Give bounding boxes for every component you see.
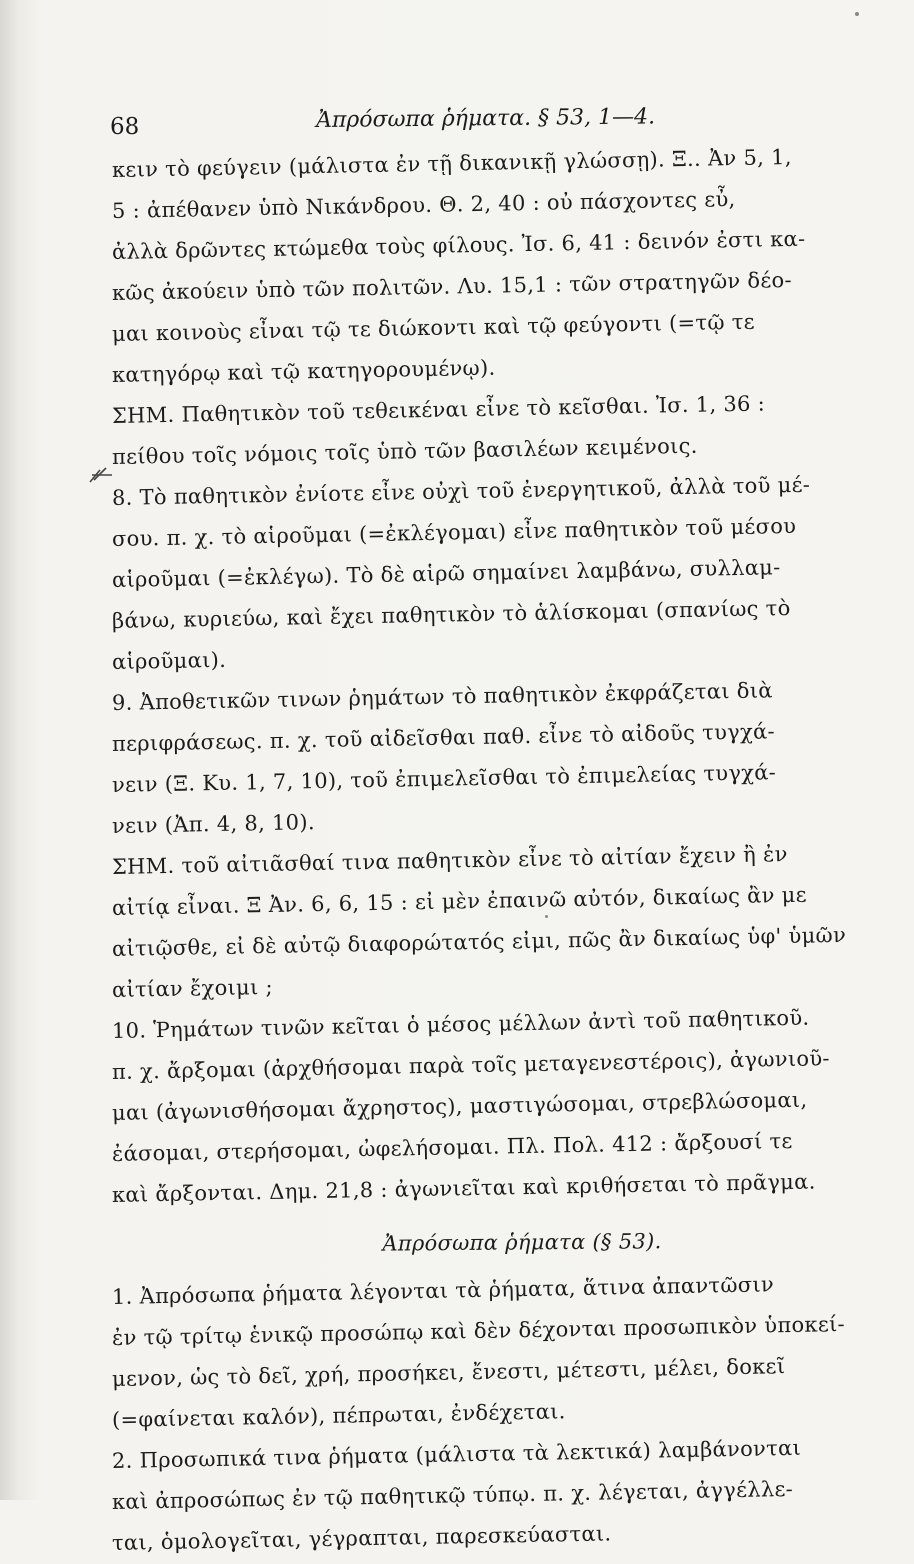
- text-line: ται, ὁμολογεῖται, γέγραπται, παρεσκεύασται.: [111, 1521, 612, 1555]
- text-line: ἐάσομαι, στερήσομαι, ὠφελήσομαι. Πλ. Πολ. 412 : ἄρξουσί τε: [111, 1128, 793, 1166]
- ink-mark: [88, 466, 114, 486]
- text-line: 9. Ἀποθετικῶν τινων ῥημάτων τὸ παθητικὸν ἐκφράζεται διὰ: [111, 678, 773, 715]
- text-line: 8. Τὸ παθητικὸν ἐνίοτε εἶνε οὐχὶ τοῦ ἐνεργητικοῦ, ἀλλὰ τοῦ μέ-: [111, 472, 811, 510]
- text-line: μενον, ὡς τὸ δεῖ, χρή, προσήκει, ἔνεστι, μέτεστι, μέλει, δοκεῖ: [111, 1354, 786, 1391]
- text-line: (=φαίνεται καλόν), πέπρωται, ἐνδέχεται.: [111, 1399, 566, 1432]
- section-title: Ἀπρόσωπα ῥήματα (§ 53).: [382, 1229, 662, 1256]
- text-line: αἱροῦμαι).: [111, 647, 227, 674]
- text-line: 2. Προσωπικά τινα ῥήματα (μάλιστα τὰ λεκτικά) λαμβάνονται: [111, 1435, 802, 1473]
- text-line: 10. Ῥημάτων τινῶν κεῖται ὁ μέσος μέλλων ἀντὶ τοῦ παθητικοῦ.: [111, 1005, 810, 1043]
- text-line: 1. Ἀπρόσωπα ῥήματα λέγονται τὰ ῥήματα, ἅτινα ἀπαντῶσιν: [111, 1272, 775, 1309]
- page-body: [111, 144, 872, 1564]
- text-line: ΣΗΜ. Παθητικὸν τοῦ τεθεικέναι εἶνε τὸ κεῖσθαι. Ἰσ. 1, 36 :: [111, 391, 766, 428]
- speck: [855, 12, 859, 16]
- text-line: αἰτιῷσθε, εἰ δὲ αὐτῷ διαφορώτατός εἰμι, πῶς ἂν δικαίως ὑφ' ὑμῶν: [111, 922, 847, 961]
- text-line: μαι (ἀγωνισθήσομαι ἄχρηστος), μαστιγώσομαι, στρεβλώσομαι,: [111, 1087, 808, 1125]
- text-line: 5 : ἀπέθανεν ὑπὸ Νικάνδρου. Θ. 2, 40 : οὐ πάσχοντες εὖ,: [111, 187, 736, 223]
- text-line: καὶ ἄρξονται. Δημ. 21,8 : ἀγωνιεῖται καὶ κριθήσεται τὸ πρᾶγμα.: [111, 1169, 816, 1207]
- text-line: μαι κοινοὺς εἶναι τῷ τε διώκοντι καὶ τῷ φεύγοντι (=τῷ τε: [111, 309, 756, 346]
- text-line: πείθου τοῖς νόμοις τοῖς ὑπὸ τῶν βασιλέων κειμένοις.: [111, 433, 698, 469]
- text-line: π. χ. ἄρξομαι (ἀρχθήσομαι παρὰ τοῖς μεταγενεστέροις), ἀγωνιοῦ-: [111, 1046, 831, 1084]
- text-line: αἰτίαν ἔχοιμι ;: [111, 974, 274, 1002]
- text-line: βάνω, κυριεύω, καὶ ἔχει παθητικὸν τὸ ἁλίσκομαι (σπανίως τὸ: [111, 595, 791, 633]
- text-line: κειν τὸ φεύγειν (μάλιστα ἐν τῇ δικανικῇ γλώσσῃ). Ξ.. Ἀν 5, 1,: [111, 144, 792, 182]
- text-line: αἰτίᾳ εἶναι. Ξ Ἀν. 6, 6, 15 : εἰ μὲν ἐπαινῶ αὐτόν, δικαίως ἂν με: [111, 882, 808, 920]
- text-line: ἐν τῷ τρίτῳ ἑνικῷ προσώπῳ καὶ δὲν δέχονται προσωπικὸν ὑποκεί-: [111, 1311, 846, 1350]
- text-line: νειν (Ξ. Κυ. 1, 7, 10), τοῦ ἐπιμελεῖσθαι τὸ ἐπιμελείας τυγχά-: [111, 760, 777, 797]
- text-line: αἱροῦμαι (=ἐκλέγω). Τὸ δὲ αἱρῶ σημαίνει λαμβάνω, συλλαμ-: [111, 555, 781, 592]
- text-line: κατηγόρῳ καὶ τῷ κατηγορουμένῳ).: [111, 355, 496, 387]
- text-line: ἀλλὰ δρῶντες κτώμεθα τοὺς φίλους. Ἰσ. 6, 41 : δεινόν ἐστι κα-: [111, 226, 806, 264]
- text-line: ΣΗΜ. τοῦ αἰτιᾶσθαί τινα παθητικὸν εἶνε τὸ αἰτίαν ἔχειν ἢ ἐν: [111, 842, 788, 879]
- page-number: 68: [110, 114, 140, 140]
- text-line: σου. π. χ. τὸ αἱροῦμαι (=ἐκλέγομαι) εἶνε παθητικὸν τοῦ μέσου: [111, 513, 797, 551]
- text-line: κῶς ἀκούειν ὑπὸ τῶν πολιτῶν. Λυ. 15,1 : τῶν στρατηγῶν δέο-: [111, 267, 793, 305]
- text-line: περιφράσεως. π. χ. τοῦ αἰδεῖσθαι παθ. εἶνε τὸ αἰδοῦς τυγχά-: [111, 719, 776, 756]
- text-line: καὶ ἀπροσώπως ἐν τῷ παθητικῷ τύπῳ. π. χ. λέγεται, ἀγγέλλε-: [111, 1476, 794, 1514]
- text-line: νειν (Ἀπ. 4, 8, 10).: [111, 810, 316, 838]
- running-head: Ἀπρόσωπα ῥήματα. § 53, 1—4.: [315, 104, 656, 133]
